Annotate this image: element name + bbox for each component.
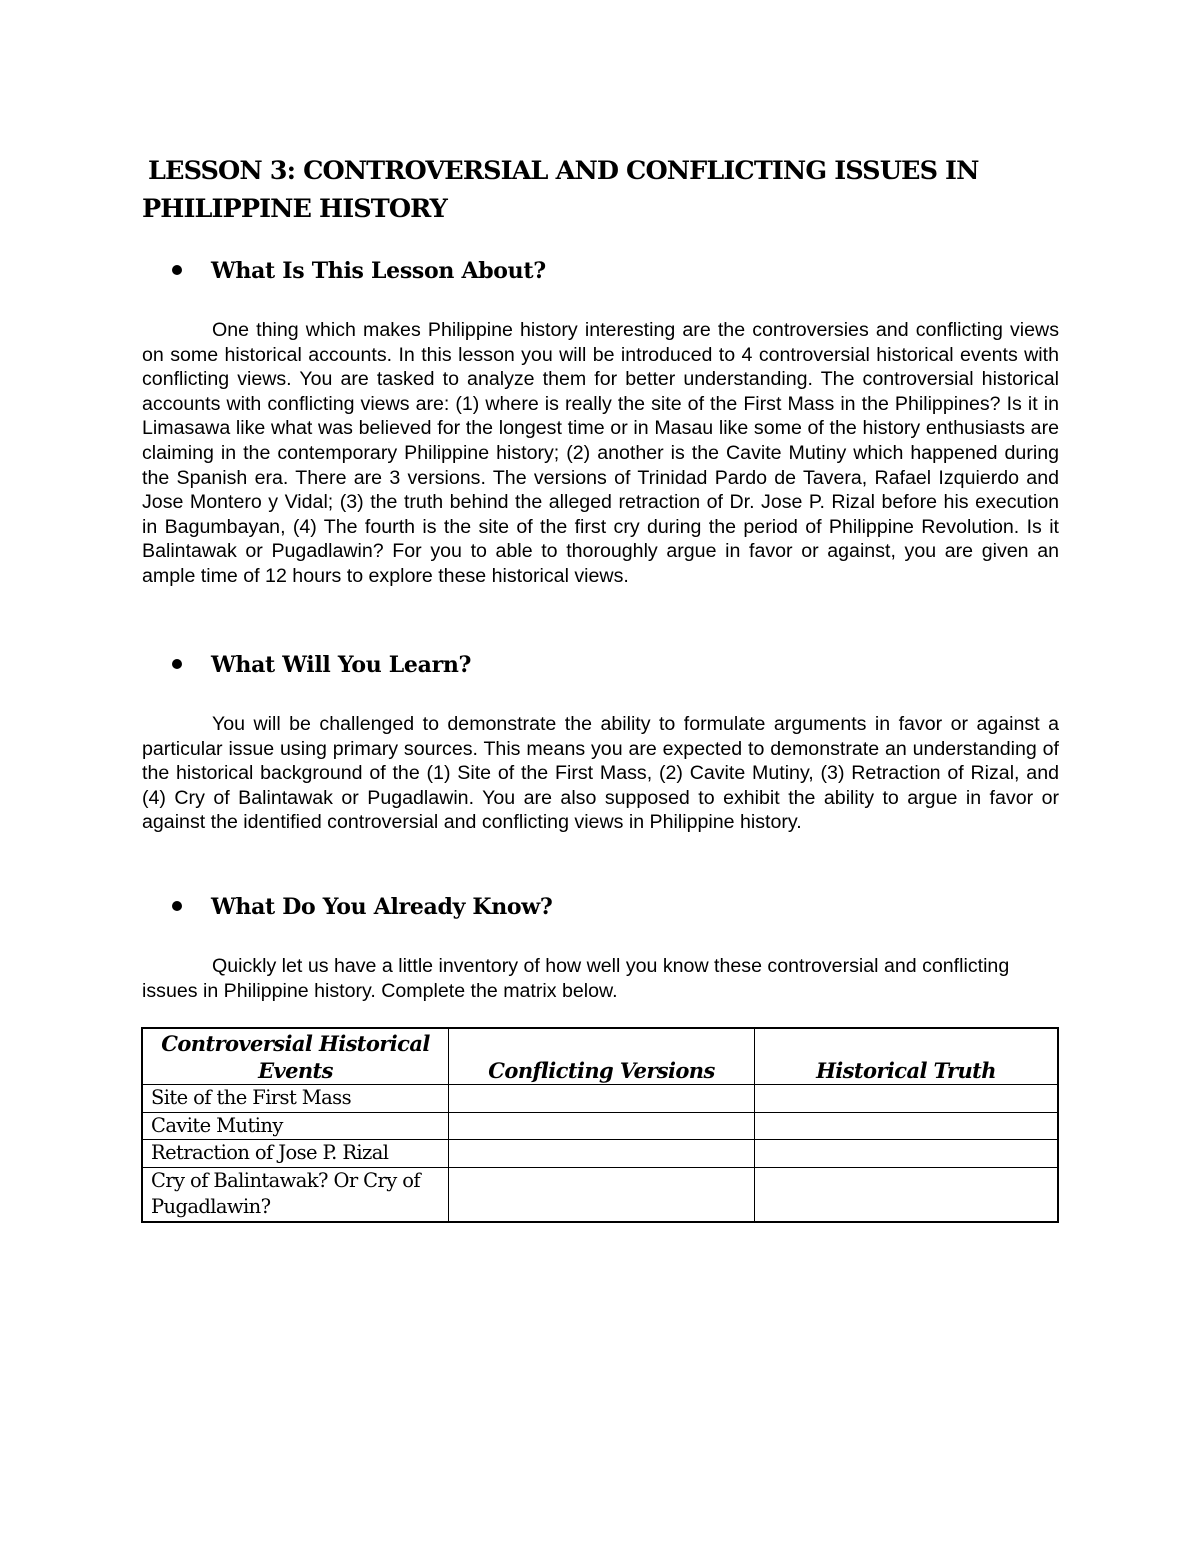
- truth-cell[interactable]: [755, 1085, 1059, 1113]
- lesson-title-line-2: PHILIPPINE HISTORY: [142, 194, 447, 224]
- truth-cell[interactable]: [755, 1112, 1059, 1140]
- matrix-table: [141, 1027, 1059, 1223]
- column-header-versions: Conflicting Versions: [449, 1028, 755, 1085]
- versions-cell[interactable]: [449, 1167, 755, 1222]
- event-cell: Cavite Mutiny: [142, 1112, 449, 1140]
- event-cell: Cry of Balintawak? Or Cry of Pugadlawin?: [142, 1167, 449, 1222]
- section-body-know: Quickly let us have a little inventory of how well you know these controversial and conflicting issues in Philippine history. Complete the matrix below.: [142, 955, 1010, 1002]
- event-cell: Retraction of Jose P. Rizal: [142, 1140, 449, 1168]
- bullet-icon: [172, 265, 182, 275]
- bullet-icon: [172, 901, 182, 911]
- table-row: [142, 1167, 1058, 1222]
- lesson-title-line-1: LESSON 3: CONTROVERSIAL AND CONFLICTING ISSUES IN: [148, 156, 979, 186]
- section-body-learn: You will be challenged to demonstrate the ability to formulate arguments in favor or against a particular issue using primary sources. This means you are expected to demonstrate an understanding of the historical background of the (1) Site of the First Mass, (2) Cavite Mutiny, (3) Retraction of Rizal, and (4) Cry of Balintawak or Pugadlawin. You are also supposed to exhibit the ability to argue in favor or against the identified controversial and conflicting views in Philippine history.: [142, 713, 1059, 834]
- lesson-title: [142, 152, 1072, 228]
- bullet-icon: [172, 659, 182, 669]
- section-body-about: One thing which makes Philippine history interesting are the controversies and conflicting views on some historical accounts. In this lesson you will be introduced to 4 controversial historical events with conflicting views. You are tasked to analyze them for better understanding. The controversial historical accounts with conflicting views are: (1) where is really the site of the First Mass in the Philippines? Is it in Limasawa like what was believed for the longest time or in Masau like some of the history enthusiasts are claiming in the contemporary Philippine history; (2) another is the Cavite Mutiny which happened during the Spanish era. There are 3 versions. The versions of Trinidad Pardo de Tavera, Rafael Izquierdo and Jose Montero y Vidal; (3) the truth behind the alleged retraction of Dr. Jose P. Rizal before his execution in Bagumbayan, (4) The fourth is the site of the first cry during the period of Philippine Revolution. Is it Balintawak or Pugadlawin? For you to able to thoroughly argue in favor or against, you are given an ample time of 12 hours to explore these historical views.: [142, 319, 1059, 587]
- table-row: [142, 1112, 1058, 1140]
- column-header-events: Controversial Historical Events: [142, 1028, 449, 1085]
- table-row: [142, 1085, 1058, 1113]
- section-heading-text: What Do You Already Know?: [211, 894, 553, 920]
- truth-cell[interactable]: [755, 1167, 1059, 1222]
- versions-cell[interactable]: [449, 1140, 755, 1168]
- section-heading-text: What Will You Learn?: [211, 652, 472, 678]
- column-header-truth: Historical Truth: [755, 1028, 1059, 1085]
- truth-cell[interactable]: [755, 1140, 1059, 1168]
- table-header-row: [142, 1028, 1058, 1085]
- versions-cell[interactable]: [449, 1085, 755, 1113]
- table-row: [142, 1140, 1058, 1168]
- event-cell: Site of the First Mass: [142, 1085, 449, 1113]
- section-heading-text: What Is This Lesson About?: [211, 258, 546, 284]
- versions-cell[interactable]: [449, 1112, 755, 1140]
